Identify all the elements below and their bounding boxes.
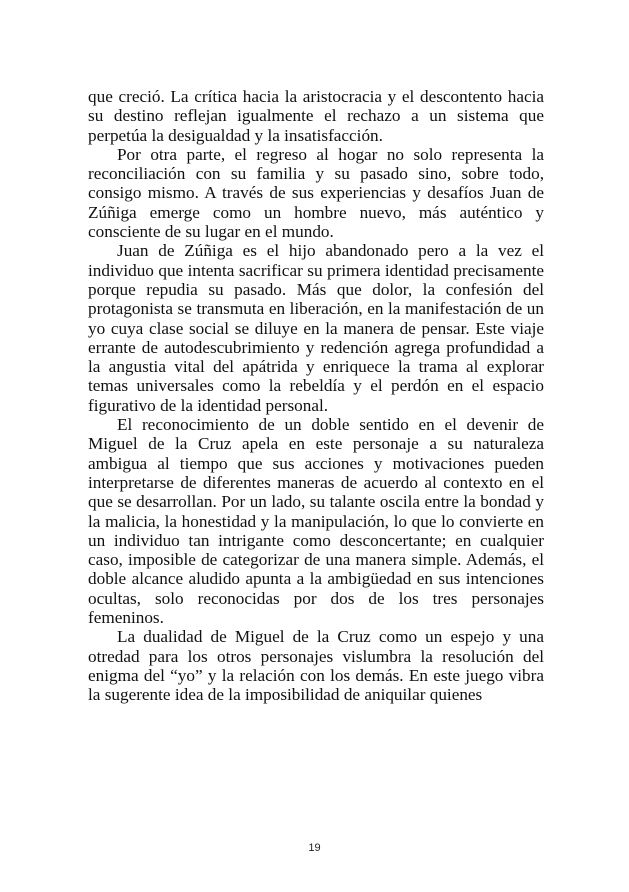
page-number: 19 <box>308 842 321 854</box>
paragraph-miguel-de-la-cruz: El reconocimiento de un doble sentido en el devenir de Miguel de la Cruz apela en este personaje a su naturaleza ambigua al tiempo que sus acciones y motivaciones pueden interpretarse de diferentes maneras de acuerdo al contexto en el que se desarrollan. Por un lado, su talante oscila entre la bondad y la malicia, la honestidad y la manipulación, lo que lo convierte en un individuo tan intrigante como desconcertante; en cualquier caso, imposible de categorizar de una manera simple. Además, el doble alcance aludido apunta a la ambigüedad en sus intenciones ocultas, solo reconocidas por dos de los tres personajes femeninos. <box>88 415 544 628</box>
paragraph-continuation: que creció. La crítica hacia la aristocracia y el descontento hacia su destino reflejan igualmente el rechazo a un sistema que perpetúa la desigualdad y la insatisfacción. <box>88 87 544 145</box>
body-text <box>88 87 544 705</box>
paragraph-juan-de-zuniga: Juan de Zúñiga es el hijo abandonado pero a la vez el individuo que intenta sacrificar su primera identidad precisamente porque repudia su pasado. Más que dolor, la confesión del protagonista se transmuta en liberación, en la manifestación de un yo cuya clase social se diluye en la manera de pensar. Este viaje errante de autodescubrimiento y redención agrega profundidad a la angustia vital del apátrida y enriquece la trama al explorar temas universales como la rebeldía y el perdón en el espacio figurativo de la identidad personal. <box>88 241 544 415</box>
paragraph-return-home: Por otra parte, el regreso al hogar no solo representa la reconciliación con su familia y su pasado sino, sobre todo, consigo mismo. A través de sus experiencias y desafíos Juan de Zúñiga emerge como un hombre nuevo, más auténtico y consciente de su lugar en el mundo. <box>88 144 544 242</box>
paragraph-duality: La dualidad de Miguel de la Cruz como un espejo y una otredad para los otros personajes vislumbra la resolución del enigma del “yo” y la relación con los demás. En este juego vibra la sugerente idea de la imposibilidad de aniquilar quienes <box>88 627 544 705</box>
